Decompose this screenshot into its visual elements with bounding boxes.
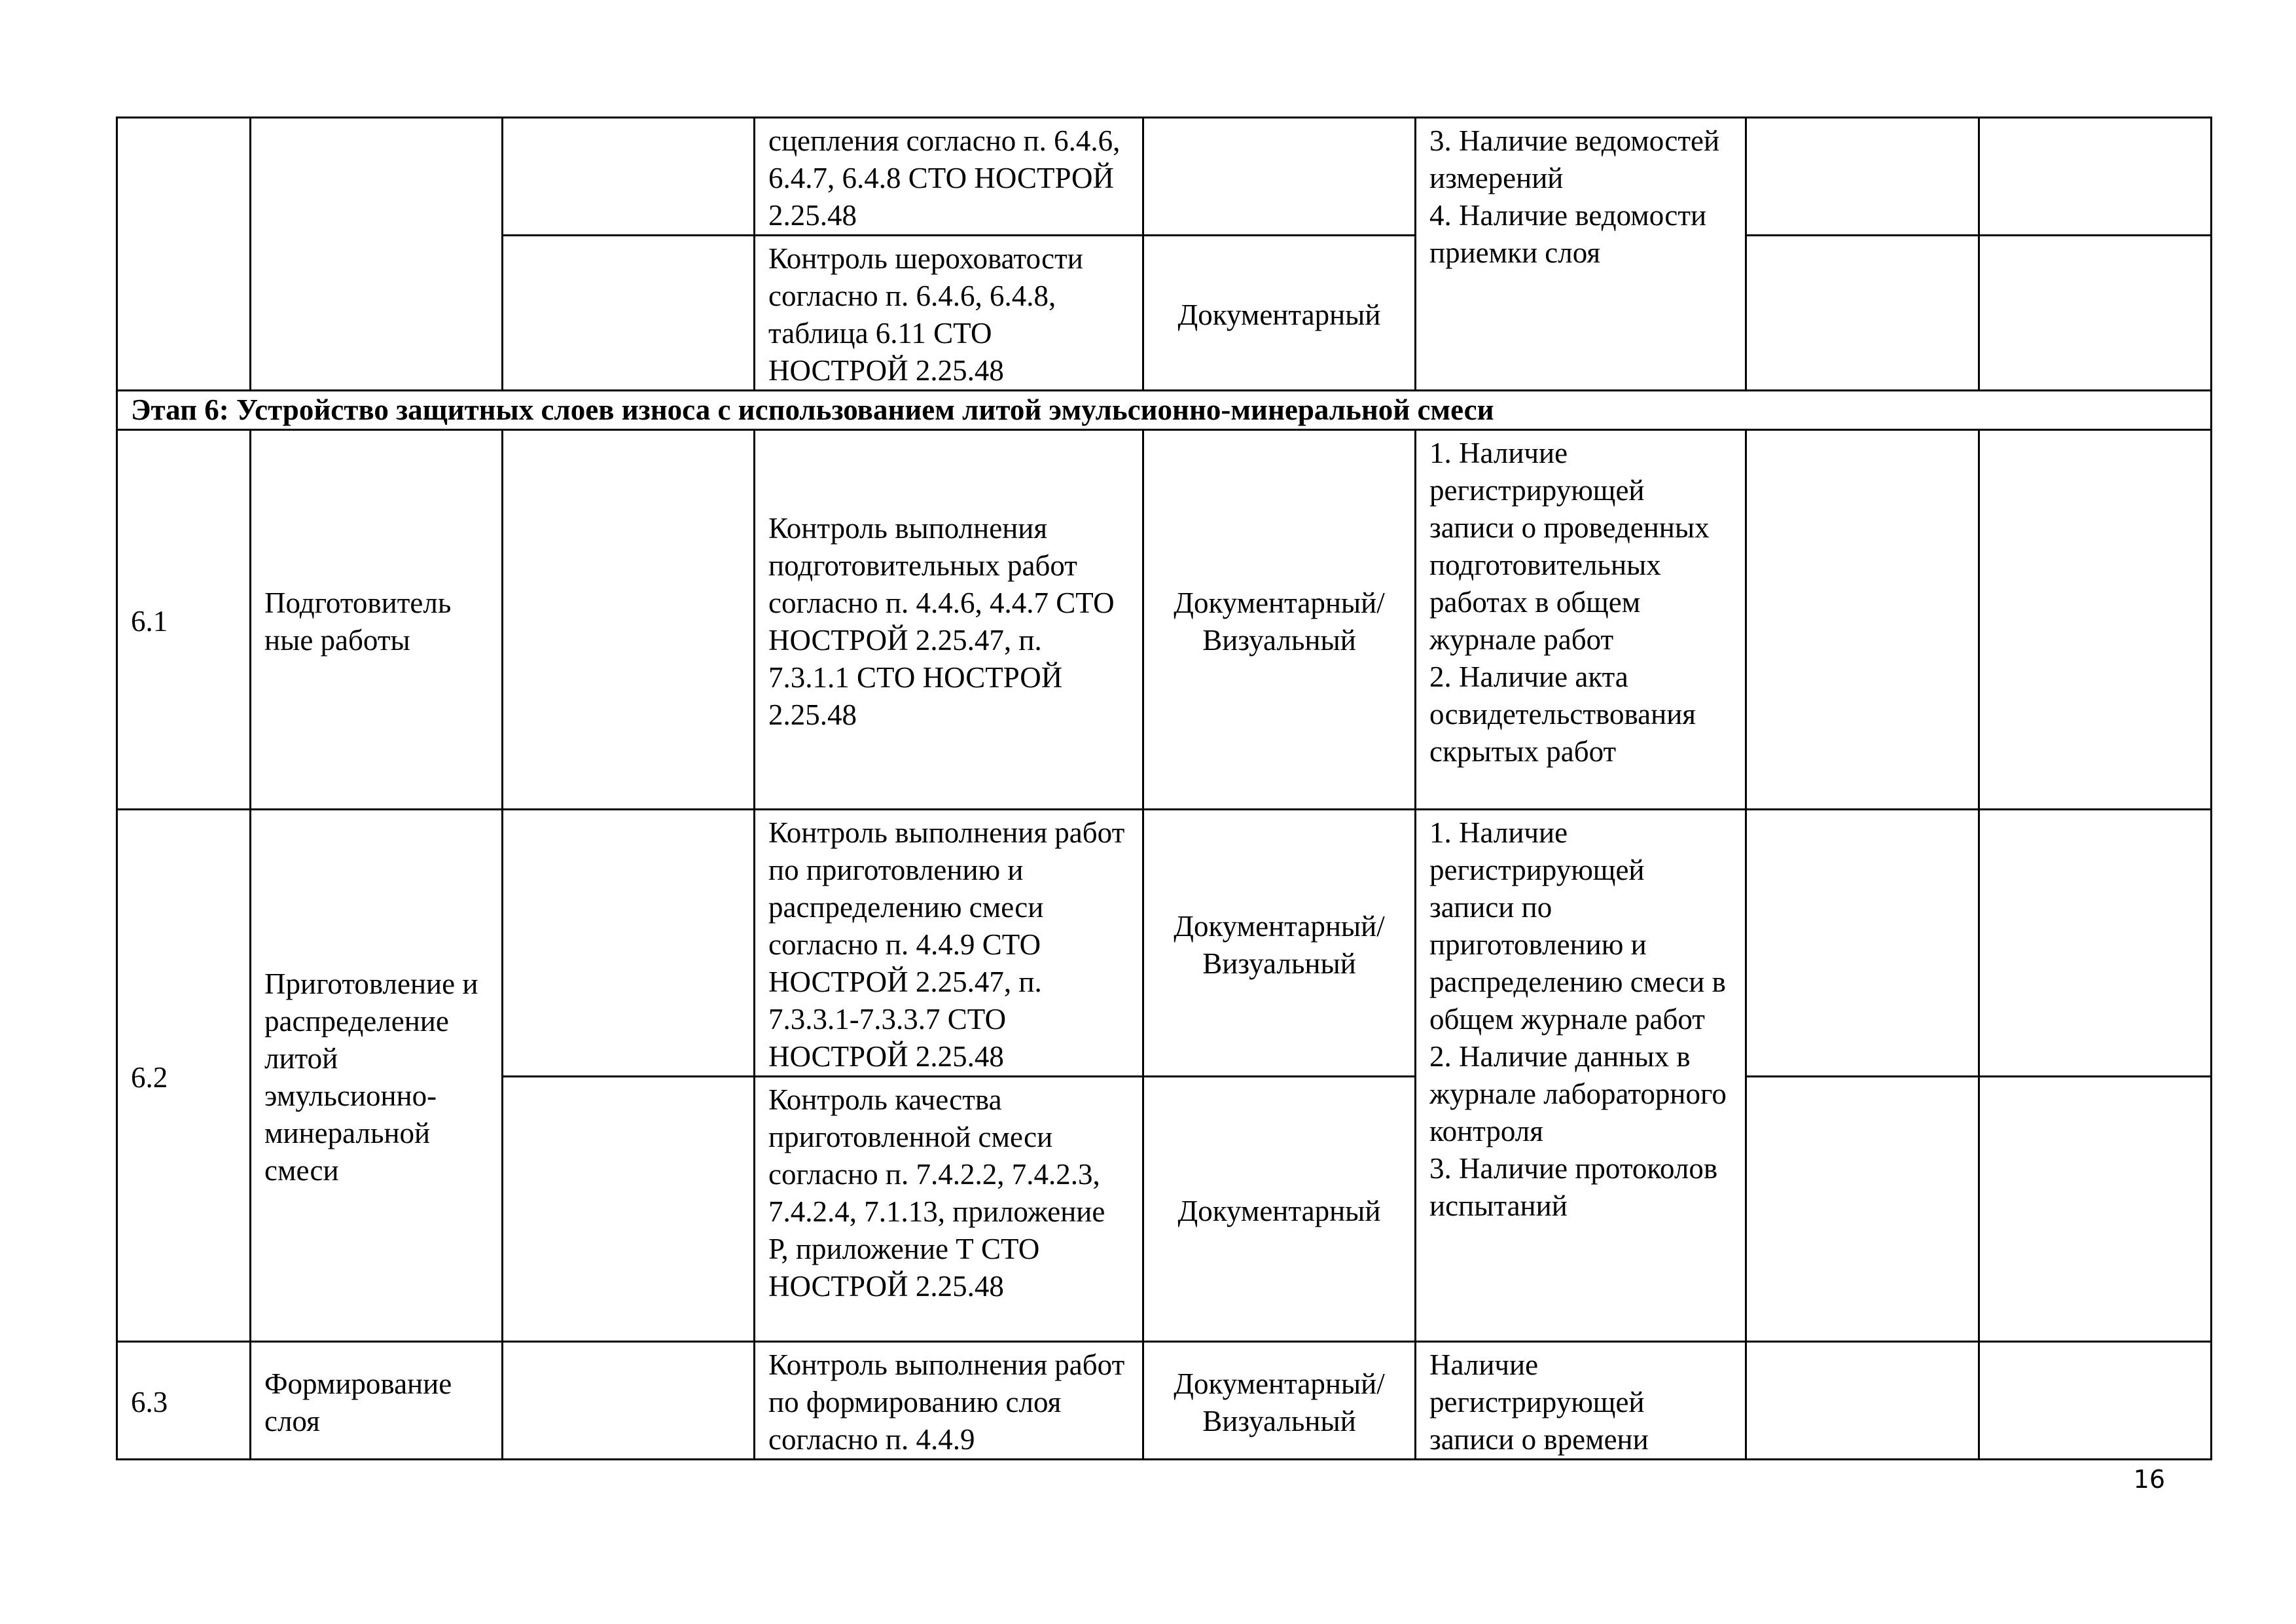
cell-method: Документарный/ Визуальный: [1143, 430, 1416, 810]
document-table: [116, 117, 2212, 1460]
cell-name: Формирование слоя: [251, 1342, 503, 1460]
stage-title: Этап 6: Устройство защитных слоев износа с использованием литой эмульсионно-минеральной смеси: [117, 391, 2212, 430]
cell-requirement: Контроль выполнения работ по формированию слоя согласно п. 4.4.9: [755, 1342, 1143, 1460]
cell-documents: 3. Наличие ведомостей измерений 4. Наличие ведомости приемки слоя: [1416, 118, 1746, 391]
cell-number: 6.3: [117, 1342, 251, 1460]
cell-method: Документарный/ Визуальный: [1143, 810, 1416, 1077]
cell-requirement: Контроль выполнения подготовительных работ согласно п. 4.4.6, 4.4.7 СТО НОСТРОЙ 2.25.47, п. 7.3.1.1 СТО НОСТРОЙ 2.25.48: [755, 430, 1143, 810]
cell-empty: [1979, 810, 2212, 1077]
cell-documents: 1. Наличие регистрирующей записи о проведенных подготовительных работах в общем журнале работ 2. Наличие акта освидетельствования скрытых работ: [1416, 430, 1746, 810]
cell-empty: [1979, 118, 2212, 236]
cell-empty: [503, 430, 755, 810]
cell-requirement: Контроль выполнения работ по приготовлению и распределению смеси согласно п. 4.4.9 СТО НОСТРОЙ 2.25.47, п. 7.3.3.1-7.3.3.7 СТО НОСТРОЙ 2.25.48: [755, 810, 1143, 1077]
table-row: [117, 430, 2212, 810]
cell-empty: [1746, 1342, 1979, 1460]
cell-empty: [503, 810, 755, 1077]
cell-number: 6.2: [117, 810, 251, 1342]
cell-name-empty: [251, 118, 503, 391]
cell-empty: [503, 1077, 755, 1342]
cell-empty: [1746, 1077, 1979, 1342]
cell-empty: [503, 236, 755, 391]
table-row: [117, 391, 2212, 430]
cell-empty: [503, 1342, 755, 1460]
cell-method-empty: [1143, 118, 1416, 236]
table-row: [117, 1342, 2212, 1460]
cell-empty: [1979, 236, 2212, 391]
cell-empty: [1979, 1342, 2212, 1460]
cell-number-empty: [117, 118, 251, 391]
cell-name: Подготовитель ные работы: [251, 430, 503, 810]
cell-name: Приготовление и распределение литой эмульсионно-минеральной смеси: [251, 810, 503, 1342]
cell-requirement: сцепления согласно п. 6.4.6, 6.4.7, 6.4.8 СТО НОСТРОЙ 2.25.48: [755, 118, 1143, 236]
cell-method: Документарный: [1143, 236, 1416, 391]
table-row: [117, 118, 2212, 236]
page-number: 16: [2133, 1465, 2165, 1494]
cell-method: Документарный/ Визуальный: [1143, 1342, 1416, 1460]
cell-requirement: Контроль шероховатости согласно п. 6.4.6, 6.4.8, таблица 6.11 СТО НОСТРОЙ 2.25.48: [755, 236, 1143, 391]
cell-empty: [1979, 1077, 2212, 1342]
cell-empty: [503, 118, 755, 236]
cell-requirement: Контроль качества приготовленной смеси согласно п. 7.4.2.2, 7.4.2.3, 7.4.2.4, 7.1.13, приложение Р, приложение Т СТО НОСТРОЙ 2.25.48: [755, 1077, 1143, 1342]
cell-method: Документарный: [1143, 1077, 1416, 1342]
cell-empty: [1979, 430, 2212, 810]
cell-empty: [1746, 810, 1979, 1077]
cell-documents: Наличие регистрирующей записи о времени: [1416, 1342, 1746, 1460]
cell-empty: [1746, 430, 1979, 810]
cell-empty: [1746, 236, 1979, 391]
table-row: [117, 810, 2212, 1077]
cell-number: 6.1: [117, 430, 251, 810]
cell-empty: [1746, 118, 1979, 236]
cell-documents: 1. Наличие регистрирующей записи по приготовлению и распределению смеси в общем журнале работ 2. Наличие данных в журнале лабораторного контроля 3. Наличие протоколов испытаний: [1416, 810, 1746, 1342]
